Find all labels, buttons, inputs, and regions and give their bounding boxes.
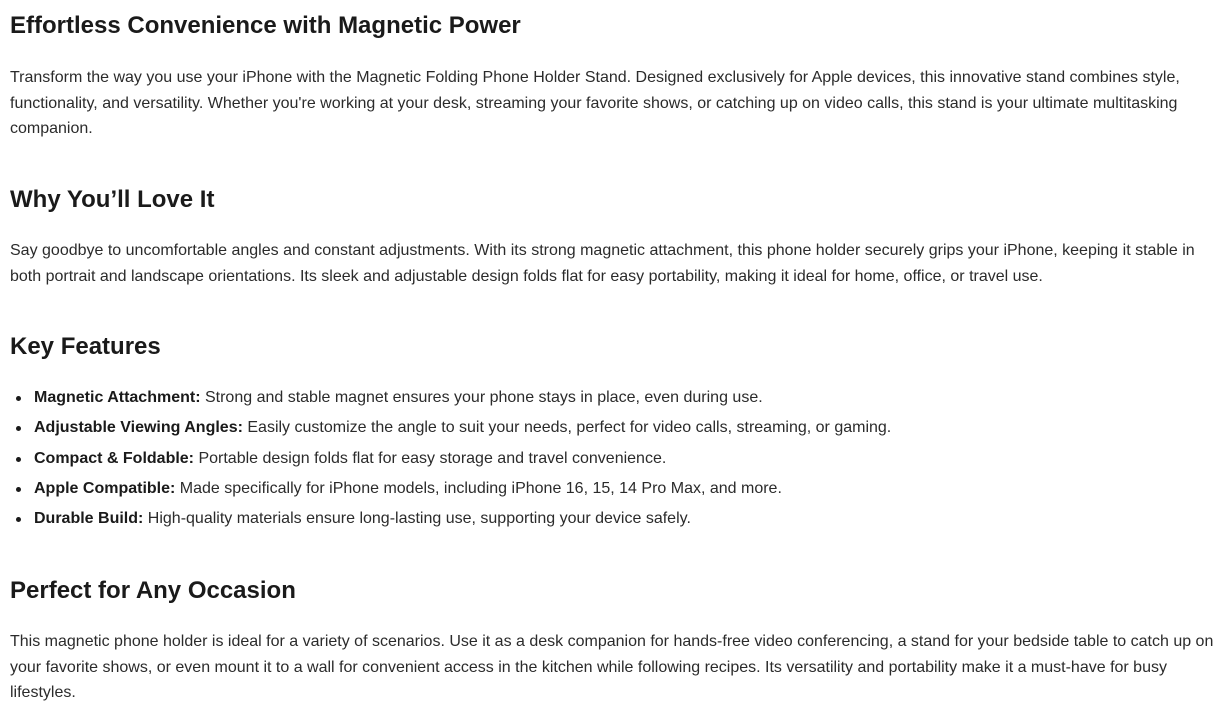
section-heading-convenience: Effortless Convenience with Magnetic Power [10, 12, 521, 39]
key-features-list [10, 385, 1228, 536]
list-item [34, 385, 1228, 411]
list-item [34, 476, 1228, 502]
section-heading-any-occasion: Perfect for Any Occasion [10, 577, 296, 604]
section-heading-key-features: Key Features [10, 333, 161, 360]
list-item [34, 446, 1228, 472]
section-paragraph-convenience: Transform the way you use your iPhone with the Magnetic Folding Phone Holder Stand. Designed exclusively for Apple devices, this innovative stand combines style, functionality, and versatility. Whether you're working at your desk, streaming your favorite shows, or catching up on video calls, this stand is your ultimate multitasking companion. [10, 69, 1180, 137]
section-paragraph-any-occasion: This magnetic phone holder is ideal for a variety of scenarios. Use it as a desk companion for hands-free video conferencing, a stand for your bedside table to catch up on your favorite shows, or even mount it to a wall for convenient access in the kitchen while following recipes. Its versatility and portability make it a must-have for busy lifestyles. [10, 633, 1214, 701]
feature-label: Apple Compatible: [34, 479, 176, 497]
feature-text: Easily customize the angle to suit your needs, perfect for video calls, streaming, or gaming. [242, 419, 892, 437]
section-heading-why-love-it: Why You’ll Love It [10, 186, 215, 213]
feature-text: Made specifically for iPhone models, including iPhone 16, 15, 14 Pro Max, and more. [175, 479, 782, 497]
feature-label: Magnetic Attachment: [34, 389, 201, 406]
feature-text: Strong and stable magnet ensures your phone stays in place, even during use. [200, 389, 763, 406]
feature-text: Portable design folds flat for easy storage and travel convenience. [194, 449, 667, 467]
section-paragraph-why-love-it: Say goodbye to uncomfortable angles and constant adjustments. With its strong magnetic attachment, this phone holder securely grips your iPhone, keeping it stable in both portrait and landscape orientations. Its sleek and adjustable design folds flat for easy portability, making it ideal for home, office, or travel use. [10, 242, 1195, 285]
feature-text: High-quality materials ensure long-lasting use, supporting your device safely. [143, 510, 691, 528]
feature-label: Compact & Foldable: [34, 449, 195, 467]
list-item [34, 415, 1228, 441]
feature-label: Adjustable Viewing Angles: [34, 419, 243, 437]
feature-label: Durable Build: [34, 510, 144, 528]
list-item [34, 506, 1228, 532]
